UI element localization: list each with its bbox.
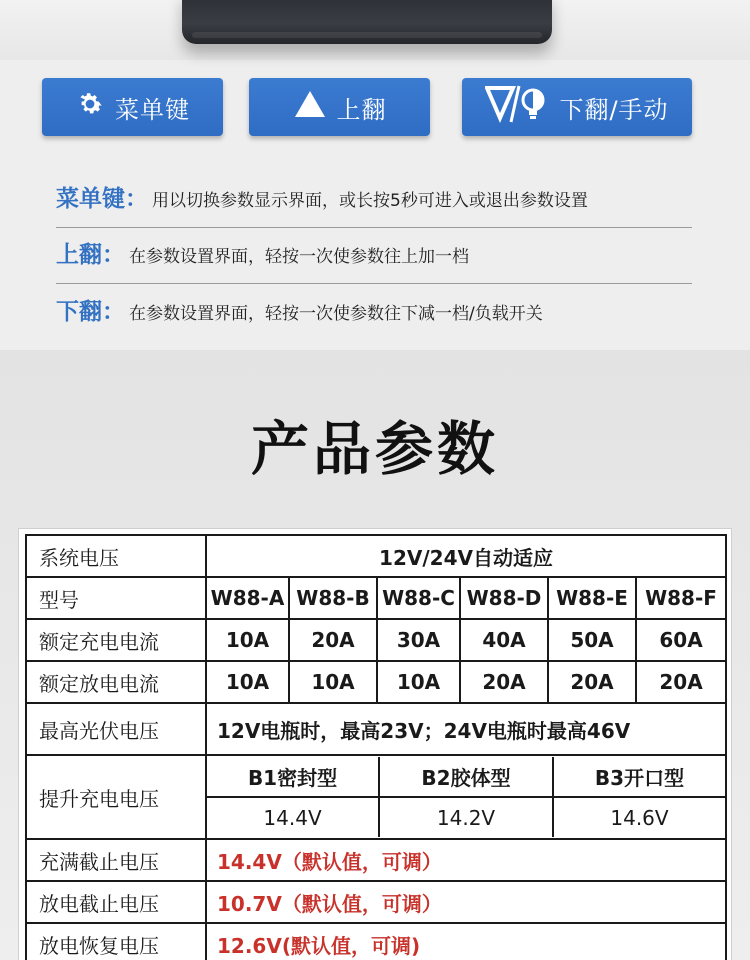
- charge-current-cell: 60A: [636, 619, 726, 661]
- table-row: [26, 881, 726, 923]
- desc-key: 下翻：: [56, 299, 125, 325]
- table-row: [207, 757, 725, 797]
- table-row: [26, 661, 726, 703]
- model-cell: W88-A: [206, 577, 289, 619]
- table-row: [207, 797, 725, 837]
- table-row: [26, 839, 726, 881]
- boost-voltage-cell: 14.2V: [379, 797, 553, 837]
- cell-value: 12V电瓶时，最高23V；24V电瓶时最高46V: [206, 703, 726, 755]
- discharge-current-cell: 10A: [206, 661, 289, 703]
- table-row: [26, 755, 726, 839]
- cell-value: 14.4V（默认值，可调）: [206, 839, 726, 881]
- battery-type-cell: B3开口型: [553, 757, 725, 797]
- row-label: 充满截止电压: [26, 839, 206, 881]
- row-label: 型号: [26, 577, 206, 619]
- discharge-current-cell: 10A: [289, 661, 377, 703]
- table-row: [26, 535, 726, 577]
- charge-current-cell: 50A: [548, 619, 636, 661]
- desc-text: 在参数设置界面，轻按一次使参数往下减一档/负载开关: [129, 304, 543, 324]
- page-down-label: 下翻/手动: [559, 95, 669, 124]
- page-up-label: 上翻: [336, 95, 387, 124]
- charge-current-cell: 10A: [206, 619, 289, 661]
- section-title: 产品参数: [250, 415, 499, 483]
- discharge-current-cell: 10A: [377, 661, 460, 703]
- battery-type-cell: B1密封型: [207, 757, 379, 797]
- row-label: 最高光伏电压: [26, 703, 206, 755]
- discharge-current-cell: 20A: [460, 661, 548, 703]
- boost-voltage-subtable: [207, 757, 725, 837]
- page-down-description: [56, 293, 543, 326]
- desc-key: 菜单键：: [56, 186, 148, 212]
- triangle-down-bulb-icon: [485, 84, 549, 130]
- gear-icon: [75, 89, 105, 125]
- model-cell: W88-B: [289, 577, 377, 619]
- row-label: 额定放电电流: [26, 661, 206, 703]
- boost-voltage-cell: 14.6V: [610, 805, 669, 830]
- table-row: [26, 619, 726, 661]
- model-cell: W88-E: [548, 577, 636, 619]
- discharge-current-cell: 20A: [548, 661, 636, 703]
- divider: [56, 283, 692, 284]
- row-label: 放电截止电压: [26, 881, 206, 923]
- desc-key: 上翻：: [56, 242, 125, 268]
- row-label: 放电恢复电压: [26, 923, 206, 960]
- model-cell: W88-C: [377, 577, 460, 619]
- desc-text: 用以切换参数显示界面，或长按5秒可进入或退出参数设置: [152, 191, 588, 211]
- triangle-up-icon: [293, 89, 327, 125]
- row-label: 系统电压: [26, 535, 206, 577]
- table-row: [26, 577, 726, 619]
- page-down-manual-button: [462, 78, 692, 136]
- divider: [56, 227, 692, 228]
- table-row: [26, 703, 726, 755]
- row-label: 额定充电电流: [26, 619, 206, 661]
- page-up-button: [249, 78, 430, 136]
- menu-key-description: [56, 180, 588, 213]
- page-up-description: [56, 236, 469, 269]
- battery-type-cell: B2胶体型: [379, 757, 553, 797]
- model-cell: W88-D: [460, 577, 548, 619]
- menu-key-label: 菜单键: [115, 95, 190, 124]
- charge-current-cell: 20A: [289, 619, 377, 661]
- model-cell: W88-F: [636, 577, 726, 619]
- controller-device: [182, 0, 552, 44]
- charge-current-cell: 30A: [377, 619, 460, 661]
- desc-text: 在参数设置界面，轻按一次使参数往上加一档: [129, 247, 469, 267]
- cell-value: 10.7V（默认值，可调）: [206, 881, 726, 923]
- menu-key-button: [42, 78, 223, 136]
- discharge-current-cell: 20A: [636, 661, 726, 703]
- charge-current-cell: 40A: [460, 619, 548, 661]
- row-label: 提升充电电压: [26, 755, 206, 839]
- table-row: [26, 923, 726, 960]
- boost-voltage-subtable-cell: [206, 755, 726, 839]
- cell-value: 12.6V(默认值，可调): [206, 923, 726, 960]
- device-image: [0, 0, 750, 60]
- boost-voltage-cell: 14.4V: [263, 805, 322, 830]
- cell-value: 12V/24V自动适应: [206, 535, 726, 577]
- spec-table: [25, 534, 727, 960]
